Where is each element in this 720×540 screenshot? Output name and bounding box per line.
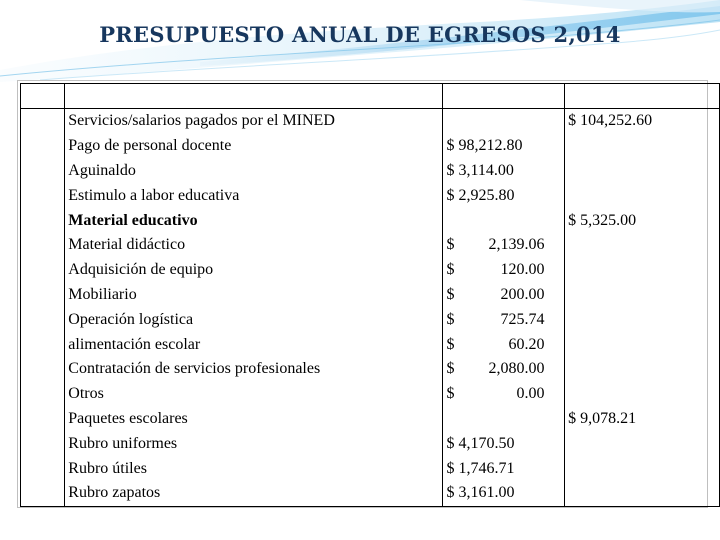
detail-amount-cell xyxy=(443,233,565,258)
table-row xyxy=(21,481,720,506)
row-index-cell xyxy=(21,332,65,357)
header-cell-2 xyxy=(443,84,565,109)
detail-amount-cell: $ 98,212.80 xyxy=(443,134,565,159)
concept-cell: Rubro útiles xyxy=(65,456,443,481)
table-row xyxy=(21,382,720,407)
detail-amount-cell: $ 3,161.00 xyxy=(443,481,565,506)
detail-amount: 2,080.00 xyxy=(488,360,545,378)
concept-cell: alimentación escolar xyxy=(65,332,443,357)
concept-cell: Mobiliario xyxy=(65,283,443,308)
table-row xyxy=(21,109,720,134)
total-amount-cell xyxy=(565,159,720,184)
table-row xyxy=(21,332,720,357)
row-index-cell xyxy=(21,159,65,184)
detail-amount-cell: $ 3,114.00 xyxy=(443,159,565,184)
detail-amount-cell xyxy=(443,357,565,382)
detail-amount: 200.00 xyxy=(500,285,545,303)
concept-cell: Aguinaldo xyxy=(65,159,443,184)
total-amount-cell xyxy=(565,134,720,159)
detail-amount: 2,139.06 xyxy=(488,236,545,254)
table-header-row xyxy=(21,84,720,109)
header-cell-1 xyxy=(65,84,443,109)
table-row xyxy=(21,307,720,332)
row-index-cell xyxy=(21,481,65,506)
total-amount-cell xyxy=(565,481,720,506)
concept-cell: Estimulo a labor educativa xyxy=(65,183,443,208)
detail-amount-cell: $ 4,170.50 xyxy=(443,431,565,456)
table-row xyxy=(21,208,720,233)
table-row xyxy=(21,183,720,208)
table-row xyxy=(21,431,720,456)
row-index-cell xyxy=(21,357,65,382)
table-row xyxy=(21,407,720,432)
table-row xyxy=(21,134,720,159)
detail-amount-cell xyxy=(443,332,565,357)
concept-cell: Pago de personal docente xyxy=(65,134,443,159)
total-amount-cell: $ 5,325.00 xyxy=(565,208,720,233)
detail-amount: 60.20 xyxy=(508,335,545,353)
detail-amount-cell xyxy=(443,283,565,308)
total-amount-cell: $ 9,078.21 xyxy=(565,407,720,432)
concept-cell: Servicios/salarios pagados por el MINED xyxy=(65,109,443,134)
row-index-cell xyxy=(21,456,65,481)
table-row xyxy=(21,456,720,481)
detail-amount-cell xyxy=(443,407,565,432)
budget-table xyxy=(20,83,720,507)
currency-symbol: $ xyxy=(446,261,455,279)
currency-symbol: $ xyxy=(446,310,455,328)
row-index-cell xyxy=(21,382,65,407)
table-row xyxy=(21,159,720,184)
row-index-cell xyxy=(21,431,65,456)
concept-cell: Material educativo xyxy=(65,208,443,233)
row-index-cell xyxy=(21,208,65,233)
concept-cell: Adquisición de equipo xyxy=(65,258,443,283)
total-amount-cell xyxy=(565,258,720,283)
row-index-cell xyxy=(21,109,65,134)
detail-amount-cell xyxy=(443,208,565,233)
detail-amount-cell xyxy=(443,382,565,407)
currency-symbol: $ xyxy=(446,285,455,303)
detail-amount-cell: $ 2,925.80 xyxy=(443,183,565,208)
row-index-cell xyxy=(21,283,65,308)
row-index-cell xyxy=(21,407,65,432)
row-index-cell xyxy=(21,258,65,283)
concept-cell: Paquetes escolares xyxy=(65,407,443,432)
detail-amount-cell xyxy=(443,258,565,283)
detail-amount: 725.74 xyxy=(500,310,545,328)
header-cell-0 xyxy=(21,84,65,109)
detail-amount-cell: $ 1,746.71 xyxy=(443,456,565,481)
total-amount-cell xyxy=(565,283,720,308)
total-amount-cell xyxy=(565,456,720,481)
header-cell-3 xyxy=(565,84,720,109)
concept-cell: Material didáctico xyxy=(65,233,443,258)
total-amount-cell xyxy=(565,307,720,332)
total-amount-cell xyxy=(565,431,720,456)
currency-symbol: $ xyxy=(446,385,455,403)
concept-cell: Otros xyxy=(65,382,443,407)
table-row xyxy=(21,258,720,283)
currency-symbol: $ xyxy=(446,236,455,254)
table-row xyxy=(21,357,720,382)
total-amount-cell xyxy=(565,357,720,382)
concept-cell: Contratación de servicios profesionales xyxy=(65,357,443,382)
concept-cell: Rubro zapatos xyxy=(65,481,443,506)
concept-cell: Rubro uniformes xyxy=(65,431,443,456)
row-index-cell xyxy=(21,134,65,159)
total-amount-cell xyxy=(565,233,720,258)
currency-symbol: $ xyxy=(446,360,455,378)
total-amount-cell xyxy=(565,183,720,208)
detail-amount: 0.00 xyxy=(516,385,545,403)
row-index-cell xyxy=(21,233,65,258)
currency-symbol: $ xyxy=(446,335,455,353)
row-index-cell xyxy=(21,183,65,208)
concept-cell: Operación logística xyxy=(65,307,443,332)
page-title: PRESUPUESTO ANUAL DE EGRESOS 2,014 xyxy=(99,22,621,47)
detail-amount-cell xyxy=(443,109,565,134)
detail-amount: 120.00 xyxy=(500,261,545,279)
table-row xyxy=(21,283,720,308)
row-index-cell xyxy=(21,307,65,332)
total-amount-cell xyxy=(565,332,720,357)
detail-amount-cell xyxy=(443,307,565,332)
total-amount-cell: $ 104,252.60 xyxy=(565,109,720,134)
table-row xyxy=(21,233,720,258)
total-amount-cell xyxy=(565,382,720,407)
